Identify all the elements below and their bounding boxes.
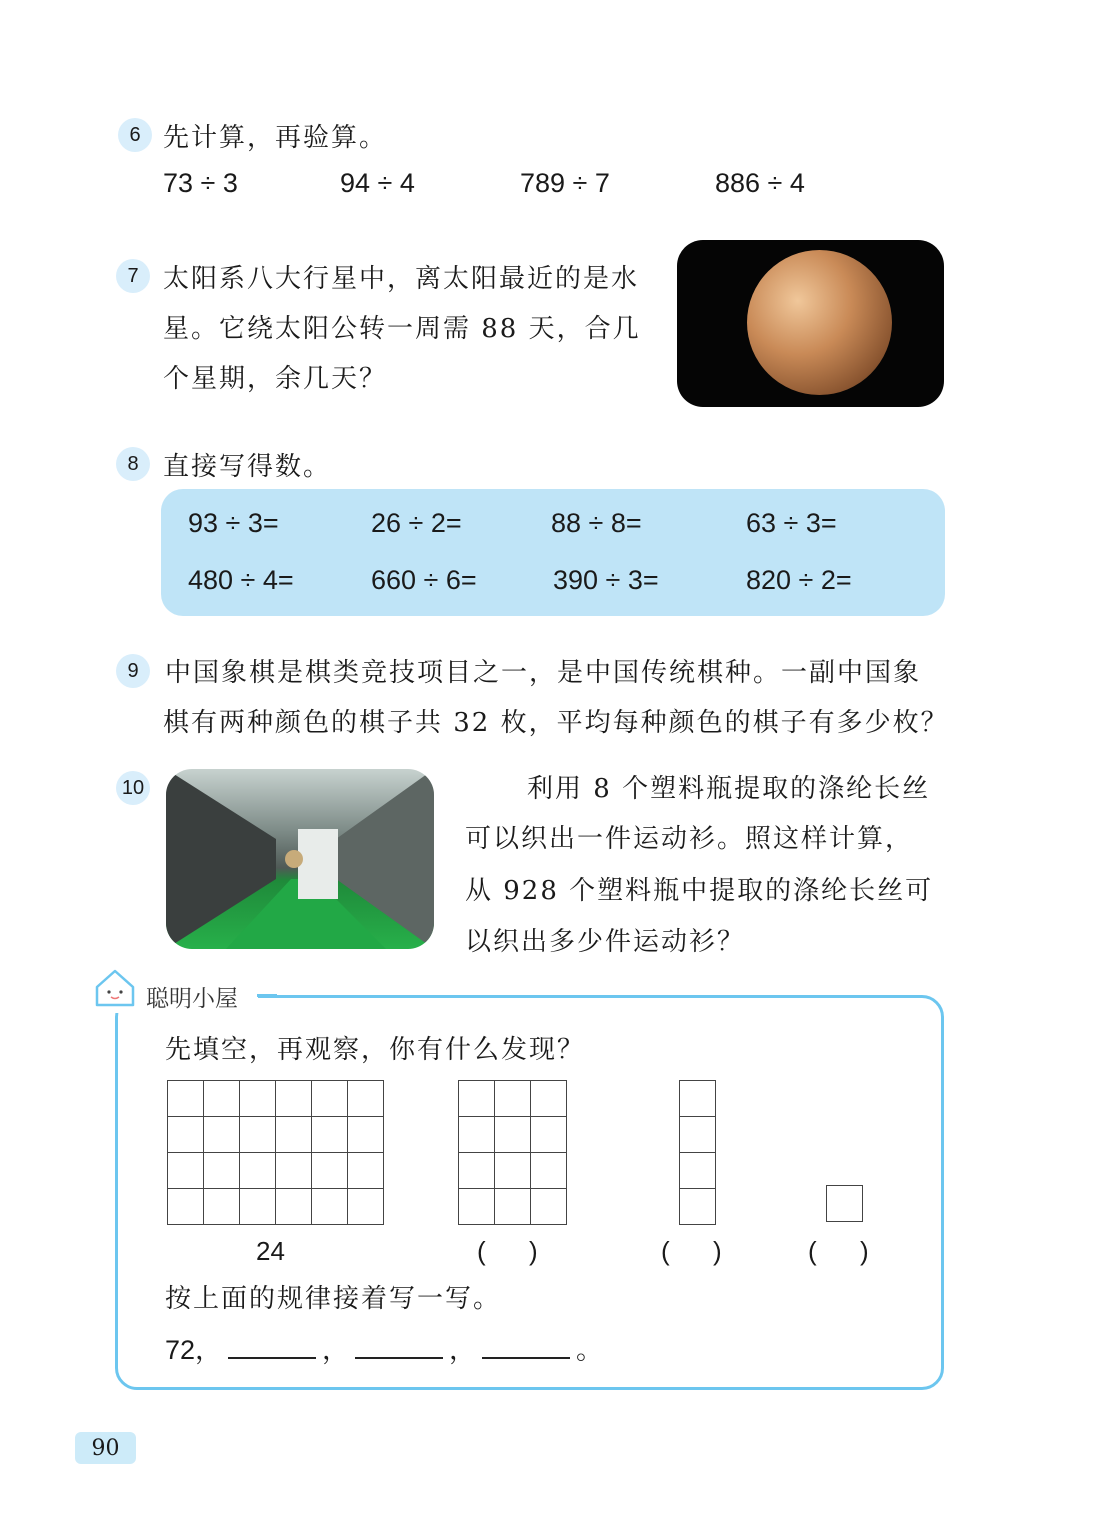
q8-r1-c2: 26 ÷ 2= [371, 508, 462, 538]
q7-line-2: 星。它绕太阳公转一周需 88 天，合几 [163, 314, 641, 344]
blank-1[interactable] [228, 1333, 316, 1359]
q9-line-1: 中国象棋是棋类竞技项目之一，是中国传统棋种。一副中国象 [165, 658, 922, 688]
grid-1x1 [826, 1185, 863, 1222]
q8-r1-c1: 93 ÷ 3= [188, 508, 279, 538]
q10-line-2: 可以织出一件运动衫。照这样计算， [465, 824, 914, 854]
grid-2-label[interactable]: ( ) [477, 1236, 538, 1266]
q8-r1-c4: 63 ÷ 3= [746, 508, 837, 538]
q7-line-3: 个星期，余几天？ [163, 364, 388, 394]
planet-sphere [747, 250, 892, 395]
sep-1: ， [322, 1335, 350, 1365]
question-8-badge: 8 [116, 447, 150, 481]
q6-item-2: 94 ÷ 4 [340, 168, 415, 198]
sequence-start: 72， [165, 1335, 223, 1365]
grid-1x4 [679, 1080, 716, 1225]
q9-line-2: 棋有两种颜色的棋子共 32 枚，平均每种颜色的棋子有多少枚？ [163, 708, 949, 738]
smart-house-title: 聪明小屋 [146, 986, 238, 1012]
q10-line-3: 从 928 个塑料瓶中提取的涤纶长丝可 [465, 876, 934, 906]
question-6-prompt: 先计算，再验算。 [163, 123, 388, 153]
q8-r2-c1: 480 ÷ 4= [188, 565, 294, 595]
q10-line-4: 以织出多少件运动衫？ [465, 927, 746, 957]
q8-r2-c4: 820 ÷ 2= [746, 565, 852, 595]
grid-3x4 [458, 1080, 567, 1225]
textile-factory-image [166, 769, 434, 949]
q7-line-1: 太阳系八大行星中，离太阳最近的是水 [163, 264, 640, 294]
blank-2[interactable] [355, 1333, 443, 1359]
smart-house-instruction: 按上面的规律接着写一写。 [165, 1284, 502, 1314]
question-10-badge: 10 [116, 771, 150, 805]
question-6-badge: 6 [118, 118, 152, 152]
sep-2: ， [449, 1335, 477, 1365]
q8-r2-c3: 390 ÷ 3= [553, 565, 659, 595]
q10-line-1: 利用 8 个塑料瓶提取的涤纶长丝 [527, 774, 931, 804]
q6-item-1: 73 ÷ 3 [163, 168, 238, 198]
q6-item-3: 789 ÷ 7 [520, 168, 610, 198]
sequence-end: 。 [576, 1335, 604, 1365]
question-8-prompt: 直接写得数。 [163, 452, 332, 482]
mercury-image [677, 240, 944, 407]
grid-4-label[interactable]: ( ) [808, 1236, 869, 1266]
grid-3-label[interactable]: ( ) [661, 1236, 722, 1266]
page-number: 90 [75, 1432, 136, 1464]
sequence-line [165, 1328, 603, 1367]
header-line-joint [257, 994, 277, 997]
house-icon [93, 967, 137, 1011]
q6-item-4: 886 ÷ 4 [715, 168, 805, 198]
blank-3[interactable] [482, 1333, 570, 1359]
grid-6x4 [167, 1080, 384, 1225]
q8-r2-c2: 660 ÷ 6= [371, 565, 477, 595]
question-9-badge: 9 [116, 654, 150, 688]
smart-house-prompt: 先填空，再观察，你有什么发现？ [165, 1035, 586, 1065]
question-7-badge: 7 [116, 259, 150, 293]
q8-r1-c3: 88 ÷ 8= [551, 508, 642, 538]
grid-1-label: 24 [256, 1236, 285, 1266]
